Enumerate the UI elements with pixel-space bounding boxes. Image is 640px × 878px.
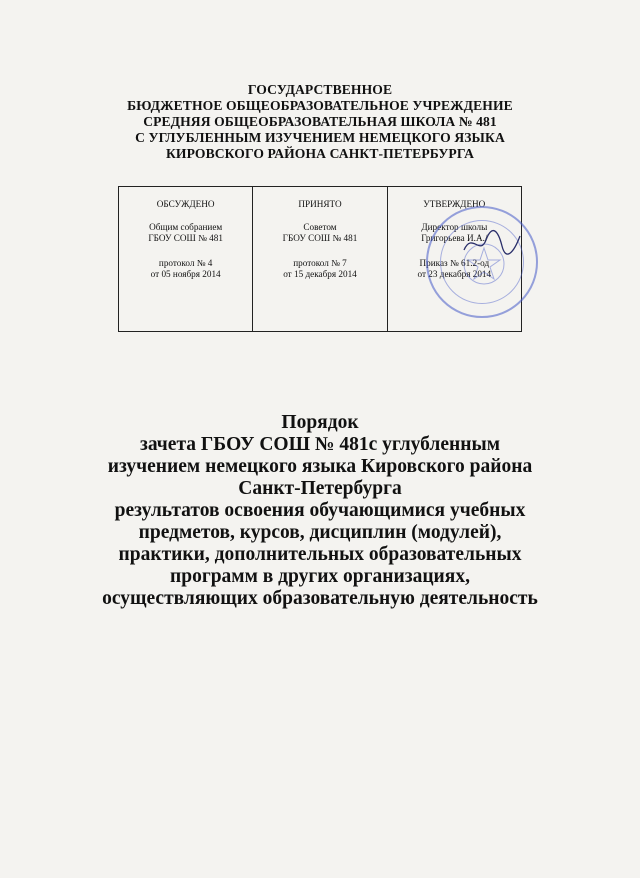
approval-line: Григорьева И.А./ xyxy=(421,233,488,243)
school-header xyxy=(0,82,640,162)
approval-heading: УТВЕРЖДЕНО xyxy=(423,199,486,209)
signature-icon xyxy=(462,228,522,258)
approval-line: Директор школы xyxy=(421,222,488,232)
stamp-emblem-icon xyxy=(428,208,540,320)
title-line: программ в других организациях, xyxy=(170,566,470,587)
title-line: изучением немецкого языка Кировского района xyxy=(107,456,533,477)
header-line: КИРОВСКОГО РАЙОНА САНКТ-ПЕТЕРБУРГА xyxy=(165,146,475,161)
title-line: осуществляющих образовательную деятельность xyxy=(102,588,538,609)
approval-line: Советом xyxy=(303,222,337,232)
approval-line: ГБОУ СОШ № 481 xyxy=(148,233,223,243)
header-line: БЮДЖЕТНОЕ ОБЩЕОБРАЗОВАТЕЛЬНОЕ УЧРЕЖДЕНИЕ xyxy=(127,98,513,113)
title-line: Порядок xyxy=(281,412,359,433)
approval-discussed xyxy=(119,187,252,331)
approval-line: ГБОУ СОШ № 481 xyxy=(282,233,358,243)
header-line: ГОСУДАРСТВЕННОЕ xyxy=(247,82,393,97)
title-line: Санкт-Петербурга xyxy=(238,478,402,499)
document-title xyxy=(0,412,640,610)
title-line: практики, дополнительных образовательных xyxy=(118,544,522,565)
approval-line: Приказ № 61.2-од xyxy=(419,258,490,268)
title-line: результатов освоения обучающимися учебных xyxy=(114,500,526,521)
approval-accepted xyxy=(252,187,386,331)
approval-line: от 15 декабря 2014 xyxy=(283,269,357,279)
approval-line: Общим собранием xyxy=(149,222,223,232)
header-line: СРЕДНЯЯ ОБЩЕОБРАЗОВАТЕЛЬНАЯ ШКОЛА № 481 xyxy=(143,114,497,129)
title-line: предметов, курсов, дисциплин (модулей), xyxy=(138,522,502,543)
approval-heading: ПРИНЯТО xyxy=(298,199,342,209)
approval-line: от 05 ноября 2014 xyxy=(150,269,221,279)
header-line: С УГЛУБЛЕННЫМ ИЗУЧЕНИЕМ НЕМЕЦКОГО ЯЗЫКА xyxy=(135,130,505,145)
approval-heading: ОБСУЖДЕНО xyxy=(156,199,215,209)
title-line: зачета ГБОУ СОШ № 481с углубленным xyxy=(140,434,500,455)
official-stamp xyxy=(426,206,538,318)
approval-line: протокол № 4 xyxy=(158,258,213,268)
approval-line: протокол № 7 xyxy=(293,258,347,268)
approval-line: от 23 декабря 2014 xyxy=(417,269,492,279)
